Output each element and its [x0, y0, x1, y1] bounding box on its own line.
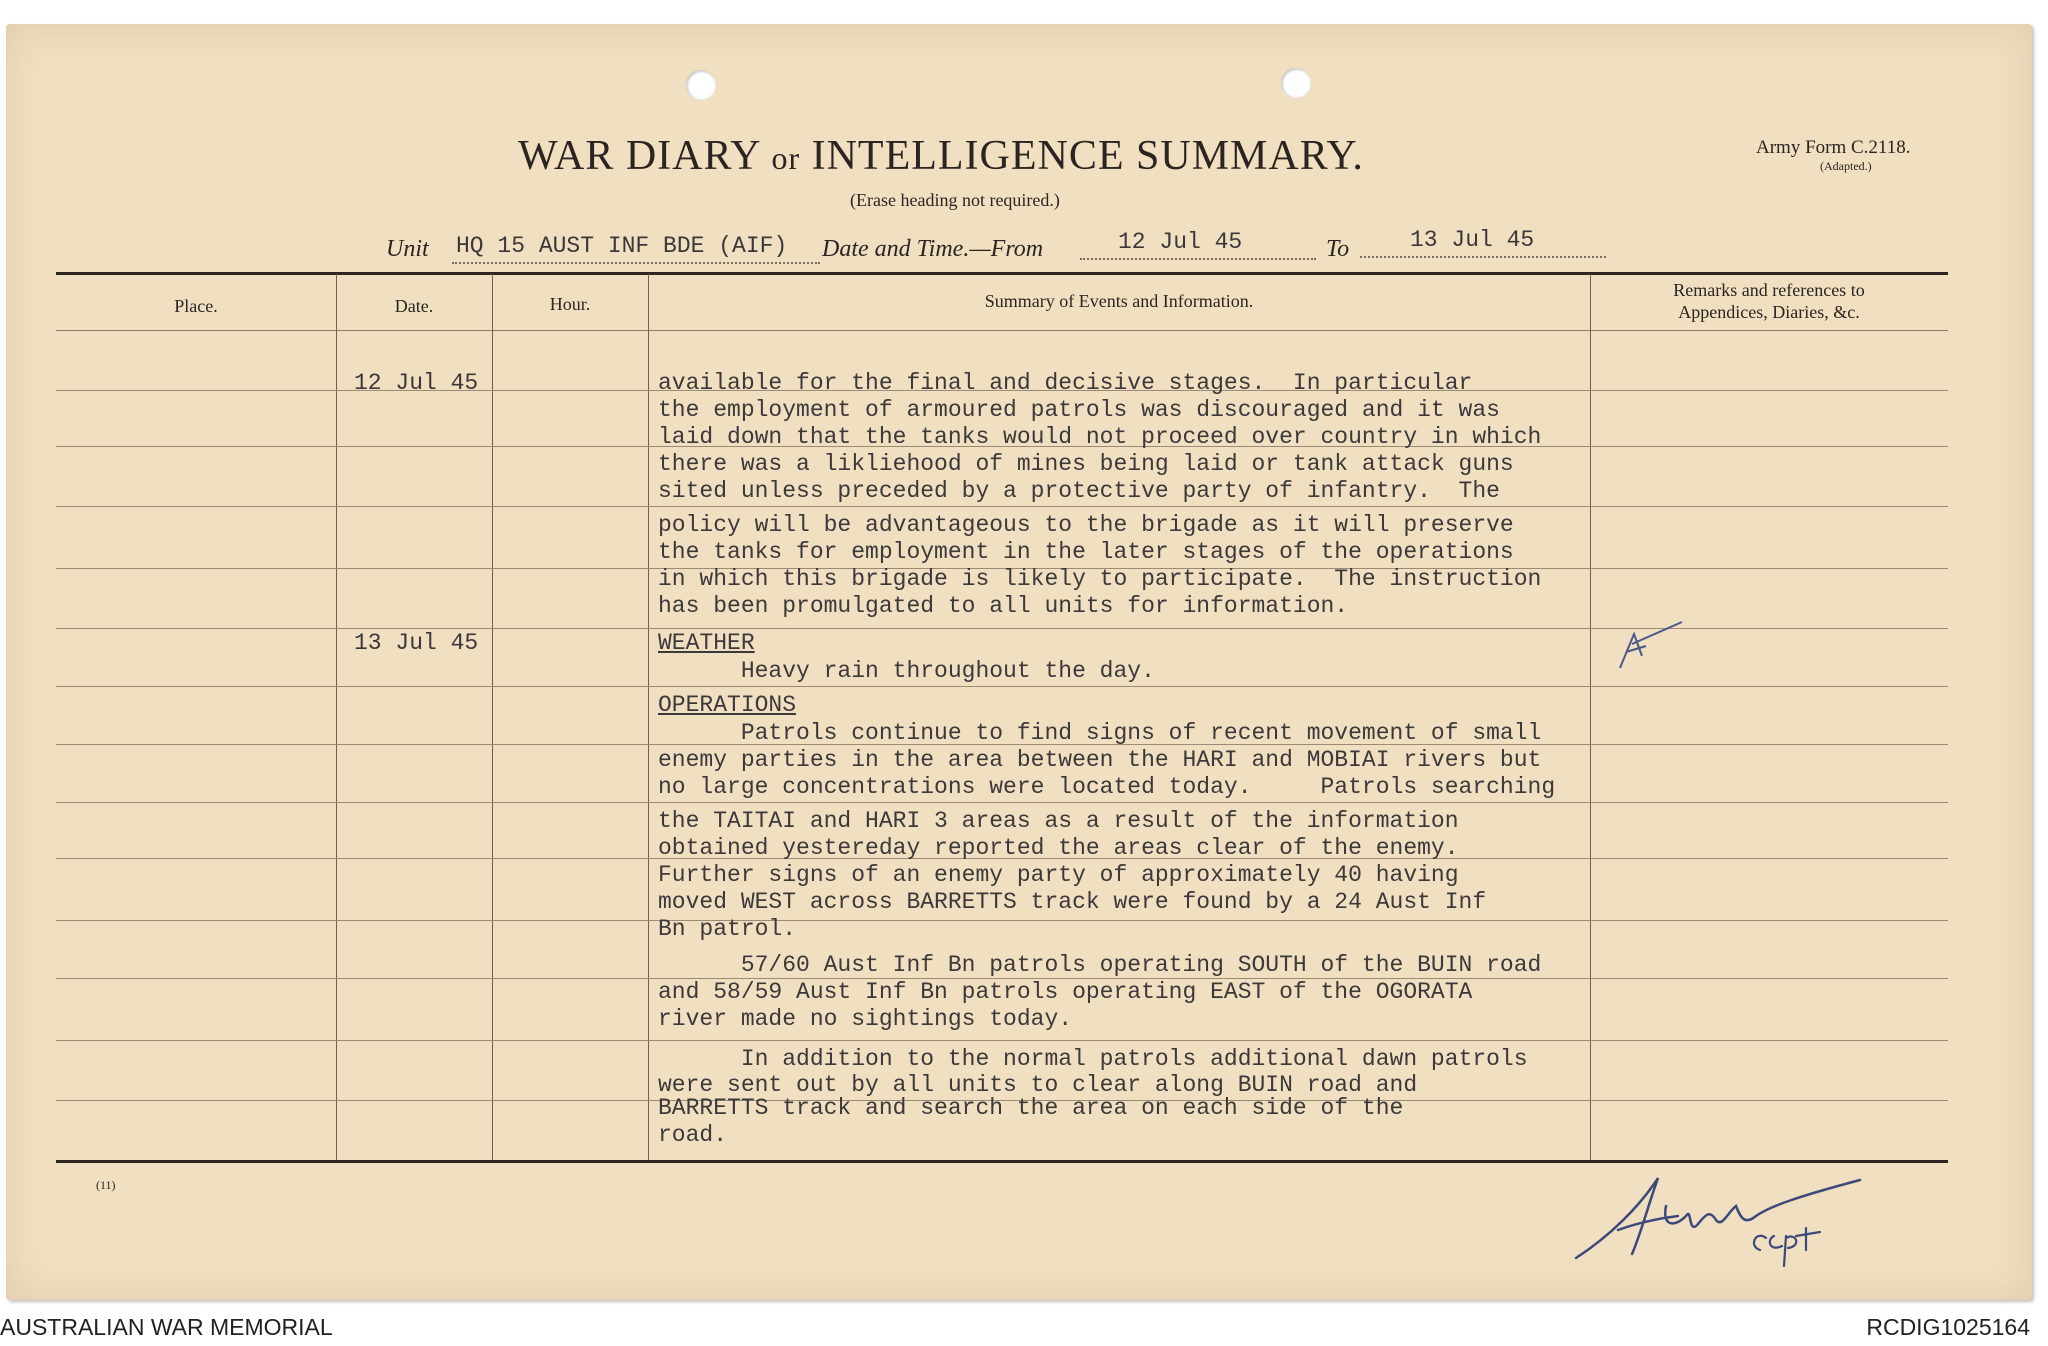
to-label: To: [1326, 236, 1350, 262]
summary-line: the employment of armoured patrols was discouraged and it was: [658, 397, 1500, 423]
summary-line: there was a likliehood of mines being laid or tank attack guns: [658, 451, 1514, 477]
subtitle: (Erase heading not required.): [850, 190, 1060, 210]
col-header-hour: Hour.: [549, 294, 591, 314]
remarks-initial-mark: [1612, 616, 1702, 676]
entry-date-1: 12 Jul 45: [354, 370, 479, 396]
title-or: or: [771, 140, 801, 176]
col-rule-summary: [1590, 274, 1591, 1160]
from-underline: [1080, 258, 1316, 260]
summary-line: enemy parties in the area between the HARI and MOBIAI rivers but: [658, 747, 1542, 773]
summary-line: Bn patrol.: [658, 916, 797, 942]
form-number: (11): [96, 1178, 116, 1192]
entry-date-2: 13 Jul 45: [354, 630, 479, 656]
row-rule: [56, 686, 1948, 687]
row-rule: [56, 506, 1948, 507]
summary-line: Patrols continue to find signs of recent movement of small: [658, 720, 1542, 746]
col-header-place: Place.: [174, 296, 218, 316]
summary-line: OPERATIONS: [658, 692, 797, 718]
col-header-remarks-1: Remarks and references to: [1673, 280, 1865, 300]
title-war-diary: WAR DIARY: [518, 133, 760, 179]
date-time-label: Date and Time.—From: [822, 236, 1044, 262]
summary-line: were sent out by all units to clear along BUIN road and: [658, 1072, 1418, 1098]
col-rule-hour: [648, 274, 649, 1160]
summary-line: moved WEST across BARRETTS track were found by a 24 Aust Inf: [658, 889, 1487, 915]
unit-underline: [452, 262, 820, 264]
signature: [1570, 1166, 1880, 1276]
unit-label: Unit: [386, 236, 429, 262]
summary-line: and 58/59 Aust Inf Bn patrols operating EAST of the OGORATA: [658, 979, 1473, 1005]
summary-line: the tanks for employment in the later stages of the operations: [658, 539, 1514, 565]
col-rule-place: [336, 274, 337, 1160]
summary-line: river made no sightings today.: [658, 1006, 1073, 1032]
summary-line: Further signs of an enemy party of approximately 40 having: [658, 862, 1459, 888]
table-bottom-rule: [56, 1160, 1948, 1163]
table-header-rule: [56, 330, 1948, 331]
summary-line: laid down that the tanks would not proceed over country in which: [658, 424, 1542, 450]
col-header-date: Date.: [394, 296, 434, 316]
title-intelligence-summary: INTELLIGENCE SUMMARY.: [811, 133, 1364, 179]
summary-line: in which this brigade is likely to participate. The instruction: [658, 566, 1542, 592]
summary-line: 57/60 Aust Inf Bn patrols operating SOUTH of the BUIN road: [658, 952, 1542, 978]
col-header-remarks-2: Appendices, Diaries, &c.: [1678, 302, 1860, 322]
army-form-label: Army Form C.2118.: [1756, 137, 1911, 158]
summary-line: In addition to the normal patrols additional dawn patrols: [658, 1046, 1528, 1072]
summary-line: has been promulgated to all units for information.: [658, 593, 1349, 619]
summary-line: road.: [658, 1122, 728, 1148]
from-value: 12 Jul 45: [1118, 229, 1243, 255]
summary-line: the TAITAI and HARI 3 areas as a result of the information: [658, 808, 1459, 834]
summary-line: no large concentrations were located today. Patrols searching: [658, 774, 1556, 800]
footer-institution: AUSTRALIAN WAR MEMORIAL: [0, 1314, 333, 1340]
row-rule: [56, 920, 1948, 921]
adapted-label: (Adapted.): [1820, 159, 1872, 173]
row-rule: [56, 1040, 1948, 1041]
summary-line: WEATHER: [658, 630, 755, 656]
summary-line: Heavy rain throughout the day.: [658, 658, 1155, 684]
summary-line: available for the final and decisive stages. In particular: [658, 370, 1473, 396]
to-underline: [1360, 256, 1606, 258]
summary-line: policy will be advantageous to the brigade as it will preserve: [658, 512, 1514, 538]
row-rule: [56, 802, 1948, 803]
to-value: 13 Jul 45: [1410, 227, 1535, 253]
col-header-summary: Summary of Events and Information.: [984, 291, 1254, 311]
summary-line: obtained yestereday reported the areas clear of the enemy.: [658, 835, 1459, 861]
unit-value: HQ 15 AUST INF BDE (AIF): [456, 233, 788, 259]
punch-hole-right: [1281, 68, 1311, 98]
col-rule-date: [492, 274, 493, 1160]
punch-hole-left: [686, 70, 716, 100]
page-title: [518, 132, 1364, 180]
footer-record-id: RCDIG1025164: [1866, 1314, 2030, 1340]
summary-line: BARRETTS track and search the area on each side of the: [658, 1095, 1404, 1121]
table-top-rule: [56, 272, 1948, 275]
summary-line: sited unless preceded by a protective party of infantry. The: [658, 478, 1500, 504]
